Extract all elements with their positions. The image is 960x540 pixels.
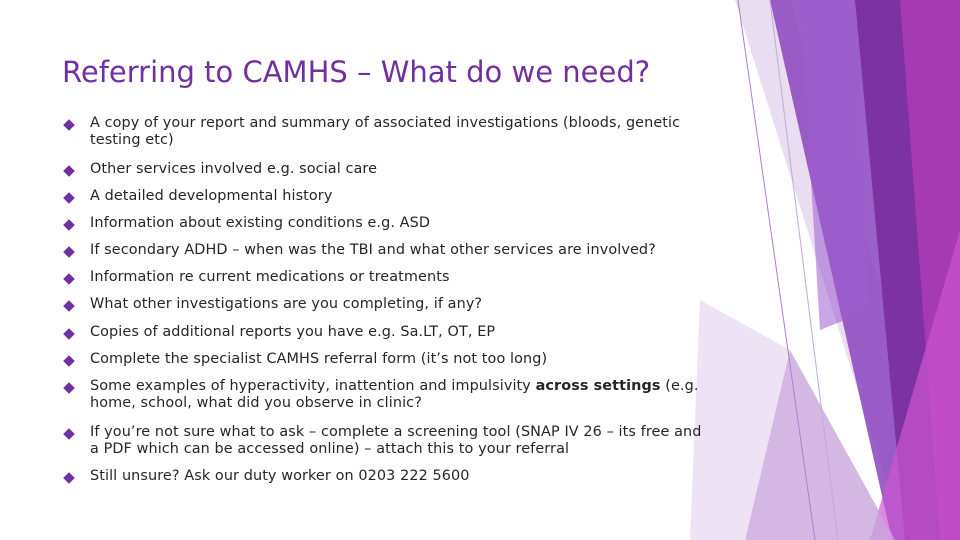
diamond-bullet-icon bbox=[63, 428, 75, 440]
bullet-item bbox=[62, 161, 712, 178]
bullet-item bbox=[62, 242, 712, 259]
bullet-item bbox=[62, 215, 712, 232]
bullet-text: What other investigations are you completing, if any? bbox=[90, 296, 483, 312]
bullet-text-part: (e.g. home, school, what did you observe in clinic? bbox=[90, 378, 699, 411]
bullet-item bbox=[62, 115, 712, 149]
bullet-text: Other services involved e.g. social care bbox=[90, 161, 378, 177]
bullet-text: Information re current medications or treatments bbox=[90, 269, 450, 285]
bullet-text: If you’re not sure what to ask – complete a screening tool (SNAP IV 26 – its free and a PDF which can be accessed online) – attach this to your referral bbox=[90, 424, 702, 457]
bullet-item bbox=[62, 424, 712, 458]
bullet-item bbox=[62, 296, 712, 313]
diamond-bullet-icon bbox=[63, 119, 75, 131]
diamond-bullet-icon bbox=[63, 300, 75, 312]
bullet-text: If secondary ADHD – when was the TBI and what other services are involved? bbox=[90, 242, 656, 258]
bullet-text: Still unsure? Ask our duty worker on 0203 222 5600 bbox=[90, 468, 470, 484]
diamond-bullet-icon bbox=[63, 273, 75, 285]
bullet-text: A detailed developmental history bbox=[90, 188, 333, 204]
bullet-text bbox=[90, 378, 712, 412]
bullet-text: A copy of your report and summary of associated investigations (bloods, genetic testing etc) bbox=[90, 115, 681, 148]
diamond-bullet-icon bbox=[63, 328, 75, 340]
bullet-item bbox=[62, 188, 712, 205]
diamond-bullet-icon bbox=[63, 192, 75, 204]
diamond-bullet-icon bbox=[63, 246, 75, 258]
bullet-item bbox=[62, 269, 712, 286]
bullet-item bbox=[62, 378, 712, 412]
diamond-bullet-icon bbox=[63, 472, 75, 484]
bullet-text: Copies of additional reports you have e.g. Sa.LT, OT, EP bbox=[90, 324, 496, 340]
bullet-text-part: Some examples of hyperactivity, inattention and impulsivity bbox=[90, 378, 536, 394]
bullet-text-emphasis: across settings bbox=[535, 378, 661, 394]
diamond-bullet-icon bbox=[63, 355, 75, 367]
bullet-item bbox=[62, 324, 712, 341]
slide-title: Referring to CAMHS – What do we need? bbox=[62, 55, 651, 89]
diamond-bullet-icon bbox=[63, 382, 75, 394]
diamond-bullet-icon bbox=[63, 165, 75, 177]
bullet-text: Complete the specialist CAMHS referral form (it’s not too long) bbox=[90, 351, 548, 367]
bullet-text: Information about existing conditions e.g. ASD bbox=[90, 215, 431, 231]
bullet-item bbox=[62, 351, 712, 368]
diamond-bullet-icon bbox=[63, 219, 75, 231]
bullet-item bbox=[62, 468, 712, 485]
